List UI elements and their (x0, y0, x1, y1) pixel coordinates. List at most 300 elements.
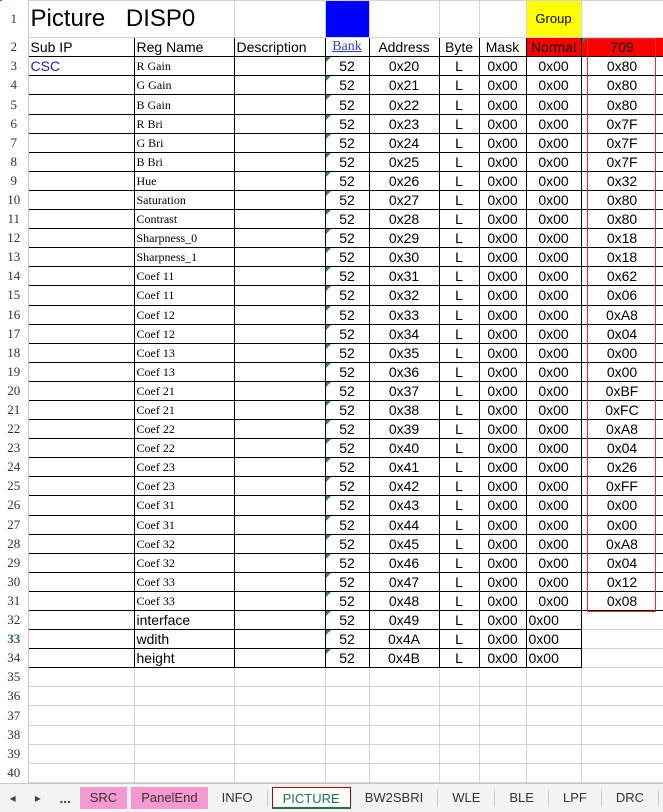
mask-cell[interactable]: 0x00 (479, 229, 526, 248)
byte-cell[interactable]: L (439, 76, 479, 95)
address-cell[interactable]: 0x30 (369, 248, 439, 267)
cell[interactable] (369, 763, 439, 782)
normal-cell[interactable]: 0x00 (526, 114, 581, 133)
address-cell[interactable]: 0x25 (369, 152, 439, 171)
reg-name-cell[interactable]: Coef 33 (134, 572, 234, 591)
mask-cell[interactable]: 0x00 (479, 477, 526, 496)
address-cell[interactable]: 0x29 (369, 229, 439, 248)
description-cell[interactable] (234, 553, 325, 572)
byte-cell[interactable]: L (439, 649, 479, 668)
cell[interactable] (581, 630, 663, 649)
row-header[interactable]: 20 (0, 381, 28, 400)
description-cell[interactable] (234, 611, 325, 630)
mask-cell[interactable]: 0x00 (479, 324, 526, 343)
header-sub-ip[interactable]: Sub IP (28, 38, 134, 57)
cell[interactable] (581, 725, 663, 744)
row-header[interactable]: 16 (0, 305, 28, 324)
header-bank[interactable]: Bank (325, 38, 369, 57)
normal-cell[interactable]: 0x00 (526, 190, 581, 209)
normal-cell[interactable]: 0x00 (526, 152, 581, 171)
address-cell[interactable]: 0x20 (369, 57, 439, 76)
sub-ip-cell[interactable] (28, 210, 134, 229)
row-header[interactable]: 15 (0, 286, 28, 305)
value-709-cell[interactable]: 0xA8 (581, 534, 663, 553)
value-709-cell[interactable]: 0x00 (581, 362, 663, 381)
cell[interactable] (28, 763, 134, 782)
cell[interactable] (325, 668, 369, 687)
mask-cell[interactable]: 0x00 (479, 267, 526, 286)
address-cell[interactable]: 0x39 (369, 420, 439, 439)
mask-cell[interactable]: 0x00 (479, 152, 526, 171)
mask-cell[interactable]: 0x00 (479, 133, 526, 152)
sub-ip-cell[interactable]: CSC (28, 57, 134, 76)
address-cell[interactable]: 0x43 (369, 496, 439, 515)
description-cell[interactable] (234, 305, 325, 324)
row-header[interactable]: 39 (0, 744, 28, 763)
cell[interactable] (234, 1, 325, 38)
sheet-tab-panelend[interactable]: PanelEnd (131, 787, 207, 809)
mask-cell[interactable]: 0x00 (479, 305, 526, 324)
cell[interactable] (526, 706, 581, 725)
cell[interactable] (439, 744, 479, 763)
header-address[interactable]: Address (369, 38, 439, 57)
normal-cell[interactable]: 0x00 (526, 343, 581, 362)
cell[interactable] (234, 763, 325, 782)
row-header[interactable]: 40 (0, 763, 28, 782)
normal-cell[interactable]: 0x00 (526, 439, 581, 458)
bank-cell[interactable]: 52 (325, 362, 369, 381)
mask-cell[interactable]: 0x00 (479, 286, 526, 305)
cell[interactable] (479, 1, 526, 38)
cell[interactable] (439, 687, 479, 706)
reg-name-cell[interactable]: Coef 13 (134, 362, 234, 381)
reg-name-cell[interactable]: Coef 11 (134, 286, 234, 305)
mask-cell[interactable]: 0x00 (479, 458, 526, 477)
group-cell[interactable]: Group (526, 1, 581, 38)
row-header[interactable]: 35 (0, 668, 28, 687)
description-cell[interactable] (234, 381, 325, 400)
reg-name-cell[interactable]: Coef 33 (134, 591, 234, 610)
cell[interactable] (479, 687, 526, 706)
cell[interactable] (479, 763, 526, 782)
row-header[interactable]: 6 (0, 114, 28, 133)
byte-cell[interactable]: L (439, 210, 479, 229)
value-709-cell[interactable]: 0x08 (581, 591, 663, 610)
value-709-cell[interactable]: 0x7F (581, 152, 663, 171)
cell[interactable] (28, 725, 134, 744)
mask-cell[interactable]: 0x00 (479, 248, 526, 267)
reg-name-cell[interactable]: Sharpness_1 (134, 248, 234, 267)
description-cell[interactable] (234, 76, 325, 95)
reg-name-cell[interactable]: wdith (134, 630, 234, 649)
cell[interactable] (28, 706, 134, 725)
more-sheets-button[interactable]: ... (59, 790, 71, 806)
byte-cell[interactable]: L (439, 171, 479, 190)
sub-ip-cell[interactable] (28, 381, 134, 400)
normal-cell[interactable]: 0x00 (526, 57, 581, 76)
description-cell[interactable] (234, 477, 325, 496)
value-709-cell[interactable]: 0x80 (581, 95, 663, 114)
header-709[interactable]: 709 (581, 38, 663, 57)
normal-cell[interactable]: 0x00 (526, 171, 581, 190)
bank-cell[interactable]: 52 (325, 171, 369, 190)
mask-cell[interactable]: 0x00 (479, 362, 526, 381)
reg-name-cell[interactable]: Coef 32 (134, 534, 234, 553)
description-cell[interactable] (234, 534, 325, 553)
cell[interactable] (325, 687, 369, 706)
sub-ip-cell[interactable] (28, 477, 134, 496)
row-header[interactable]: 3 (0, 57, 28, 76)
address-cell[interactable]: 0x34 (369, 324, 439, 343)
reg-name-cell[interactable]: Sharpness_0 (134, 229, 234, 248)
normal-cell[interactable]: 0x00 (526, 649, 581, 668)
mask-cell[interactable]: 0x00 (479, 57, 526, 76)
cell[interactable] (369, 1, 439, 38)
sub-ip-cell[interactable] (28, 248, 134, 267)
description-cell[interactable] (234, 515, 325, 534)
normal-cell[interactable]: 0x00 (526, 248, 581, 267)
value-709-cell[interactable]: 0x26 (581, 458, 663, 477)
bank-cell[interactable]: 52 (325, 152, 369, 171)
value-709-cell[interactable]: 0xBF (581, 381, 663, 400)
sub-ip-cell[interactable] (28, 286, 134, 305)
reg-name-cell[interactable]: G Gain (134, 76, 234, 95)
mask-cell[interactable]: 0x00 (479, 572, 526, 591)
byte-cell[interactable]: L (439, 95, 479, 114)
reg-name-cell[interactable]: R Gain (134, 57, 234, 76)
cell[interactable] (439, 668, 479, 687)
mask-cell[interactable]: 0x00 (479, 190, 526, 209)
byte-cell[interactable]: L (439, 515, 479, 534)
cell[interactable] (526, 687, 581, 706)
byte-cell[interactable]: L (439, 114, 479, 133)
value-709-cell[interactable]: 0xFF (581, 477, 663, 496)
cell[interactable] (526, 763, 581, 782)
cell[interactable] (134, 763, 234, 782)
reg-name-cell[interactable]: Coef 23 (134, 458, 234, 477)
sub-ip-cell[interactable] (28, 152, 134, 171)
cell[interactable] (325, 763, 369, 782)
reg-name-cell[interactable]: height (134, 649, 234, 668)
row-header[interactable]: 13 (0, 248, 28, 267)
normal-cell[interactable]: 0x00 (526, 362, 581, 381)
sheet-tab-lpf[interactable]: LPF (562, 790, 587, 805)
reg-name-cell[interactable]: Coef 12 (134, 324, 234, 343)
description-cell[interactable] (234, 57, 325, 76)
byte-cell[interactable]: L (439, 572, 479, 591)
row-header[interactable]: 17 (0, 324, 28, 343)
bank-cell[interactable]: 52 (325, 420, 369, 439)
address-cell[interactable]: 0x38 (369, 400, 439, 419)
cell[interactable] (325, 725, 369, 744)
address-cell[interactable]: 0x35 (369, 343, 439, 362)
normal-cell[interactable]: 0x00 (526, 324, 581, 343)
value-709-cell[interactable]: 0x7F (581, 114, 663, 133)
bank-cell[interactable]: 52 (325, 267, 369, 286)
mask-cell[interactable]: 0x00 (479, 400, 526, 419)
cell[interactable] (28, 668, 134, 687)
bank-cell[interactable]: 52 (325, 210, 369, 229)
normal-cell[interactable]: 0x00 (526, 229, 581, 248)
normal-cell[interactable]: 0x00 (526, 477, 581, 496)
address-cell[interactable]: 0x49 (369, 611, 439, 630)
header-byte[interactable]: Byte (439, 38, 479, 57)
mask-cell[interactable]: 0x00 (479, 343, 526, 362)
value-709-cell[interactable]: 0x04 (581, 439, 663, 458)
normal-cell[interactable]: 0x00 (526, 534, 581, 553)
cell[interactable] (369, 668, 439, 687)
byte-cell[interactable]: L (439, 439, 479, 458)
bank-cell[interactable]: 52 (325, 400, 369, 419)
bank-cell[interactable]: 52 (325, 572, 369, 591)
bank-cell[interactable]: 52 (325, 133, 369, 152)
cell[interactable] (439, 1, 479, 38)
header-reg-name[interactable]: Reg Name (134, 38, 234, 57)
value-709-cell[interactable]: 0x00 (581, 343, 663, 362)
value-709-cell[interactable]: 0x04 (581, 324, 663, 343)
row-header[interactable]: 12 (0, 229, 28, 248)
address-cell[interactable]: 0x26 (369, 171, 439, 190)
cell[interactable] (234, 687, 325, 706)
normal-cell[interactable]: 0x00 (526, 458, 581, 477)
cell[interactable] (479, 706, 526, 725)
sub-ip-cell[interactable] (28, 171, 134, 190)
description-cell[interactable] (234, 324, 325, 343)
description-cell[interactable] (234, 630, 325, 649)
reg-name-cell[interactable]: Coef 31 (134, 515, 234, 534)
mask-cell[interactable]: 0x00 (479, 534, 526, 553)
row-header[interactable]: 33 (0, 630, 28, 649)
value-709-cell[interactable]: 0x62 (581, 267, 663, 286)
reg-name-cell[interactable]: Coef 11 (134, 267, 234, 286)
description-cell[interactable] (234, 572, 325, 591)
normal-cell[interactable]: 0x00 (526, 267, 581, 286)
normal-cell[interactable]: 0x00 (526, 76, 581, 95)
sub-ip-cell[interactable] (28, 420, 134, 439)
normal-cell[interactable]: 0x00 (526, 381, 581, 400)
cell[interactable] (581, 1, 663, 38)
value-709-cell[interactable]: 0x06 (581, 286, 663, 305)
byte-cell[interactable]: L (439, 496, 479, 515)
normal-cell[interactable]: 0x00 (526, 286, 581, 305)
reg-name-cell[interactable]: Saturation (134, 190, 234, 209)
description-cell[interactable] (234, 362, 325, 381)
row-header[interactable]: 1 (0, 1, 28, 38)
row-header[interactable]: 9 (0, 171, 28, 190)
address-cell[interactable]: 0x37 (369, 381, 439, 400)
value-709-cell[interactable]: 0x32 (581, 171, 663, 190)
row-header[interactable]: 34 (0, 649, 28, 668)
address-cell[interactable]: 0x23 (369, 114, 439, 133)
byte-cell[interactable]: L (439, 343, 479, 362)
bank-cell[interactable]: 52 (325, 553, 369, 572)
description-cell[interactable] (234, 591, 325, 610)
cell[interactable] (581, 611, 663, 630)
bank-cell[interactable]: 52 (325, 611, 369, 630)
address-cell[interactable]: 0x41 (369, 458, 439, 477)
value-709-cell[interactable]: 0x18 (581, 229, 663, 248)
mask-cell[interactable]: 0x00 (479, 611, 526, 630)
sub-ip-cell[interactable] (28, 439, 134, 458)
row-header[interactable]: 14 (0, 267, 28, 286)
normal-cell[interactable]: 0x00 (526, 572, 581, 591)
reg-name-cell[interactable]: G Bri (134, 133, 234, 152)
row-header[interactable]: 30 (0, 572, 28, 591)
cell[interactable] (581, 744, 663, 763)
value-709-cell[interactable]: 0x80 (581, 57, 663, 76)
cell[interactable] (369, 687, 439, 706)
cell[interactable] (526, 725, 581, 744)
bank-cell[interactable]: 52 (325, 286, 369, 305)
bank-cell[interactable]: 52 (325, 190, 369, 209)
reg-name-cell[interactable]: Coef 21 (134, 381, 234, 400)
row-header[interactable]: 7 (0, 133, 28, 152)
description-cell[interactable] (234, 420, 325, 439)
byte-cell[interactable]: L (439, 477, 479, 496)
address-cell[interactable]: 0x45 (369, 534, 439, 553)
normal-cell[interactable]: 0x00 (526, 591, 581, 610)
byte-cell[interactable]: L (439, 534, 479, 553)
address-cell[interactable]: 0x21 (369, 76, 439, 95)
cell[interactable] (581, 649, 663, 668)
bank-cell[interactable]: 52 (325, 591, 369, 610)
sub-ip-cell[interactable] (28, 362, 134, 381)
cell[interactable] (526, 668, 581, 687)
description-cell[interactable] (234, 152, 325, 171)
byte-cell[interactable]: L (439, 248, 479, 267)
cell[interactable] (479, 668, 526, 687)
sub-ip-cell[interactable] (28, 553, 134, 572)
header-description[interactable]: Description (234, 38, 325, 57)
address-cell[interactable]: 0x27 (369, 190, 439, 209)
sheet-tab-info[interactable]: INFO (221, 790, 253, 805)
row-header[interactable]: 26 (0, 496, 28, 515)
mask-cell[interactable]: 0x00 (479, 553, 526, 572)
cell[interactable] (134, 687, 234, 706)
sheet-title-cell[interactable] (28, 1, 234, 38)
description-cell[interactable] (234, 210, 325, 229)
description-cell[interactable] (234, 286, 325, 305)
cell[interactable] (134, 668, 234, 687)
byte-cell[interactable]: L (439, 362, 479, 381)
address-cell[interactable]: 0x28 (369, 210, 439, 229)
bank-cell[interactable]: 52 (325, 496, 369, 515)
row-header[interactable]: 29 (0, 553, 28, 572)
mask-cell[interactable]: 0x00 (479, 381, 526, 400)
sub-ip-cell[interactable] (28, 458, 134, 477)
normal-cell[interactable]: 0x00 (526, 420, 581, 439)
value-709-cell[interactable]: 0x00 (581, 515, 663, 534)
reg-name-cell[interactable]: Contrast (134, 210, 234, 229)
address-cell[interactable]: 0x22 (369, 95, 439, 114)
sub-ip-cell[interactable] (28, 133, 134, 152)
reg-name-cell[interactable]: Coef 32 (134, 553, 234, 572)
row-header[interactable]: 27 (0, 515, 28, 534)
byte-cell[interactable]: L (439, 458, 479, 477)
mask-cell[interactable]: 0x00 (479, 76, 526, 95)
byte-cell[interactable]: L (439, 420, 479, 439)
description-cell[interactable] (234, 190, 325, 209)
reg-name-cell[interactable]: Coef 22 (134, 420, 234, 439)
byte-cell[interactable]: L (439, 400, 479, 419)
value-709-cell[interactable]: 0x18 (581, 248, 663, 267)
address-cell[interactable]: 0x46 (369, 553, 439, 572)
sub-ip-cell[interactable] (28, 496, 134, 515)
description-cell[interactable] (234, 95, 325, 114)
sub-ip-cell[interactable] (28, 515, 134, 534)
bank-cell[interactable]: 52 (325, 439, 369, 458)
mask-cell[interactable]: 0x00 (479, 591, 526, 610)
cell[interactable] (28, 687, 134, 706)
address-cell[interactable]: 0x44 (369, 515, 439, 534)
bank-cell[interactable]: 52 (325, 630, 369, 649)
sub-ip-cell[interactable] (28, 572, 134, 591)
mask-cell[interactable]: 0x00 (479, 95, 526, 114)
description-cell[interactable] (234, 133, 325, 152)
address-cell[interactable]: 0x48 (369, 591, 439, 610)
cell[interactable] (234, 725, 325, 744)
address-cell[interactable]: 0x40 (369, 439, 439, 458)
sub-ip-cell[interactable] (28, 190, 134, 209)
normal-cell[interactable]: 0x00 (526, 400, 581, 419)
reg-name-cell[interactable]: B Gain (134, 95, 234, 114)
value-709-cell[interactable]: 0x00 (581, 496, 663, 515)
cell[interactable] (234, 744, 325, 763)
normal-cell[interactable]: 0x00 (526, 95, 581, 114)
cell[interactable] (325, 744, 369, 763)
row-header[interactable]: 5 (0, 95, 28, 114)
header-mask[interactable]: Mask (479, 38, 526, 57)
value-709-cell[interactable]: 0x80 (581, 190, 663, 209)
value-709-cell[interactable]: 0x12 (581, 572, 663, 591)
mask-cell[interactable]: 0x00 (479, 171, 526, 190)
description-cell[interactable] (234, 649, 325, 668)
bank-cell[interactable]: 52 (325, 649, 369, 668)
bank-cell[interactable]: 52 (325, 477, 369, 496)
sub-ip-cell[interactable] (28, 95, 134, 114)
description-cell[interactable] (234, 248, 325, 267)
sheet-tab-picture[interactable]: PICTURE (272, 787, 351, 809)
description-cell[interactable] (234, 114, 325, 133)
address-cell[interactable]: 0x4B (369, 649, 439, 668)
bank-cell[interactable]: 52 (325, 458, 369, 477)
mask-cell[interactable]: 0x00 (479, 210, 526, 229)
mask-cell[interactable]: 0x00 (479, 420, 526, 439)
sub-ip-cell[interactable] (28, 229, 134, 248)
bank-cell[interactable]: 52 (325, 305, 369, 324)
bank-cell[interactable]: 52 (325, 248, 369, 267)
cell[interactable] (234, 668, 325, 687)
sub-ip-cell[interactable] (28, 324, 134, 343)
normal-cell[interactable]: 0x00 (526, 553, 581, 572)
normal-cell[interactable]: 0x00 (526, 611, 581, 630)
description-cell[interactable] (234, 496, 325, 515)
row-header[interactable]: 2 (0, 38, 28, 57)
prev-sheet-icon[interactable]: ◂ (9, 791, 16, 805)
cell[interactable] (526, 744, 581, 763)
sub-ip-cell[interactable] (28, 591, 134, 610)
sub-ip-cell[interactable] (28, 534, 134, 553)
row-header[interactable]: 36 (0, 687, 28, 706)
cell[interactable] (581, 668, 663, 687)
row-header[interactable]: 22 (0, 420, 28, 439)
mask-cell[interactable]: 0x00 (479, 114, 526, 133)
address-cell[interactable]: 0x4A (369, 630, 439, 649)
sheet-tab-src[interactable]: SRC (80, 787, 127, 809)
byte-cell[interactable]: L (439, 229, 479, 248)
sub-ip-cell[interactable] (28, 114, 134, 133)
bank-cell[interactable]: 52 (325, 515, 369, 534)
